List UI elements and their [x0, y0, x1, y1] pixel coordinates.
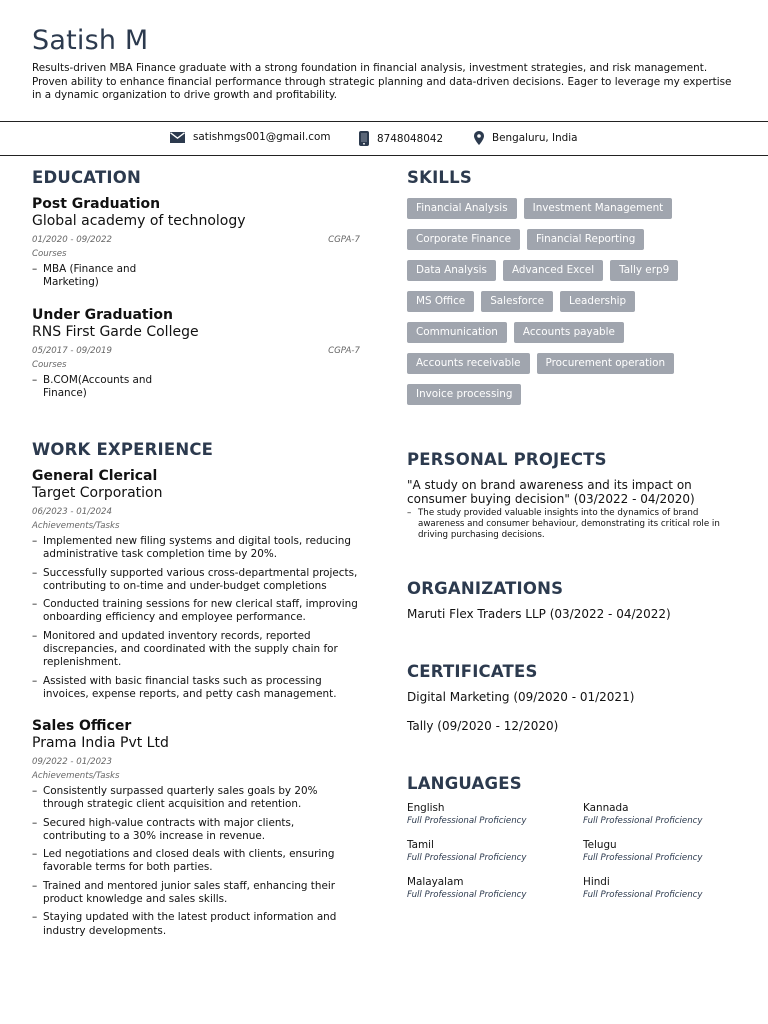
- skill-tag: Communication: [407, 322, 507, 343]
- job-meta: [32, 506, 360, 518]
- map-pin-icon: [474, 131, 484, 145]
- languages-grid: [407, 802, 737, 901]
- course-item: – B.COM(Accounts and Finance): [32, 374, 162, 401]
- personal-projects-heading: PERSONAL PROJECTS: [407, 450, 607, 469]
- skill-tag: Tally erp9: [610, 260, 678, 281]
- skill-tag: Invoice processing: [407, 384, 521, 405]
- language-level: Full Professional Proficiency: [583, 853, 703, 863]
- tasks-label: Achievements/Tasks: [32, 521, 120, 531]
- organizations-heading: ORGANIZATIONS: [407, 579, 564, 598]
- language-item: [583, 839, 733, 864]
- skills-heading: SKILLS: [407, 168, 472, 187]
- project-title: "A study on brand awareness and its impact on consumer buying decision" (03/2022 - 04/2020): [407, 478, 695, 506]
- language-name: Malayalam: [407, 876, 464, 888]
- language-item: [583, 802, 733, 827]
- task-item: – Staying updated with the latest product information and industry developments.: [32, 911, 360, 938]
- language-level: Full Professional Proficiency: [583, 816, 703, 826]
- task-item: – Monitored and updated inventory records, reported discrepancies, and coordinated with the supply chain for replenishment.: [32, 630, 360, 670]
- skill-tag: Accounts payable: [514, 322, 624, 343]
- courses-list: [32, 374, 162, 401]
- languages-section: [407, 802, 737, 901]
- task-item: – Conducted training sessions for new clerical staff, improving onboarding efficiency and employee performance.: [32, 598, 360, 625]
- language-name: Telugu: [583, 839, 617, 851]
- profile-summary: Results-driven MBA Finance graduate with a strong foundation in financial analysis, investment strategies, and risk management. Proven ability to enhance financial performance through strategic planning and data-driven decisions. Eager to leverage my expertise in a dynamic organization to drive growth and profitability.: [32, 62, 732, 101]
- task-item: – Implemented new filing systems and digital tools, reducing administrative task completion time by 20%.: [32, 535, 360, 562]
- education-meta: [32, 345, 360, 357]
- language-level: Full Professional Proficiency: [407, 890, 527, 900]
- language-item: [583, 876, 733, 901]
- language-level: Full Professional Proficiency: [407, 853, 527, 863]
- skills-tags: [407, 198, 737, 405]
- contact-email[interactable]: [170, 131, 330, 143]
- skill-tag: Financial Analysis: [407, 198, 517, 219]
- language-name: Hindi: [583, 876, 610, 888]
- language-level: Full Professional Proficiency: [583, 890, 703, 900]
- project-entry: [407, 478, 733, 541]
- skill-tag: Data Analysis: [407, 260, 496, 281]
- certificate-item: Digital Marketing (09/2020 - 01/2021): [407, 690, 635, 704]
- tasks-list: [32, 535, 360, 701]
- language-name: Kannada: [583, 802, 629, 814]
- skill-tag: Leadership: [560, 291, 635, 312]
- school-name: RNS First Garde College: [32, 324, 199, 340]
- education-dates: 01/2020 - 09/2022: [32, 235, 112, 245]
- skill-tag: Investment Management: [524, 198, 673, 219]
- certificates-heading: CERTIFICATES: [407, 662, 538, 681]
- courses-list: [32, 263, 162, 290]
- job-entry: [32, 718, 360, 943]
- degree-title: Under Graduation: [32, 307, 173, 323]
- job-dates: 09/2022 - 01/2023: [32, 757, 112, 767]
- contact-bar: [0, 121, 768, 156]
- skills-section: [407, 198, 737, 405]
- envelope-icon: [170, 132, 185, 143]
- language-item: [407, 876, 583, 901]
- contact-phone[interactable]: [359, 131, 443, 146]
- language-name: Tamil: [407, 839, 434, 851]
- education-heading: EDUCATION: [32, 168, 141, 187]
- skill-tag: Procurement operation: [537, 353, 675, 374]
- tasks-label: Achievements/Tasks: [32, 771, 120, 781]
- degree-title: Post Graduation: [32, 196, 161, 212]
- skill-tag: Salesforce: [481, 291, 553, 312]
- education-dates: 05/2017 - 09/2019: [32, 346, 112, 356]
- language-item: [407, 802, 583, 827]
- languages-heading: LANGUAGES: [407, 774, 522, 793]
- skill-tag: Advanced Excel: [503, 260, 603, 281]
- courses-label: Courses: [32, 360, 67, 370]
- language-name: English: [407, 802, 445, 814]
- education-grade: CGPA-7: [328, 346, 360, 356]
- project-details: [407, 508, 733, 541]
- resume-header: [32, 24, 742, 103]
- task-item: – Successfully supported various cross-departmental projects, contributing to on-time and under-budget completions: [32, 567, 360, 594]
- education-meta: [32, 234, 360, 246]
- certificates-list: [407, 690, 737, 734]
- email-text: satishmgs001@gmail.com: [193, 131, 331, 143]
- task-item: – Secured high-value contracts with major clients, contributing to a 30% increase in revenue.: [32, 817, 360, 844]
- certificate-item: Tally (09/2020 - 12/2020): [407, 719, 559, 733]
- organization-item: Maruti Flex Traders LLP (03/2022 - 04/2022): [407, 607, 671, 621]
- courses-label: Courses: [32, 249, 67, 259]
- school-name: Global academy of technology: [32, 213, 246, 229]
- education-grade: CGPA-7: [328, 235, 360, 245]
- education-entry: [32, 196, 360, 295]
- job-dates: 06/2023 - 01/2024: [32, 507, 112, 517]
- candidate-name: Satish M: [32, 25, 149, 56]
- job-role: Sales Officer: [32, 718, 132, 734]
- location-text: Bengaluru, India: [492, 132, 578, 144]
- task-item: – Consistently surpassed quarterly sales goals by 20% through strategic client acquisition and retention.: [32, 785, 360, 812]
- skill-tag: Corporate Finance: [407, 229, 520, 250]
- job-company: Prama India Pvt Ltd: [32, 735, 169, 751]
- task-item: – Led negotiations and closed deals with clients, ensuring favorable terms for both parties.: [32, 848, 360, 875]
- job-meta: [32, 756, 360, 768]
- work-experience-heading: WORK EXPERIENCE: [32, 440, 214, 459]
- task-item: – Assisted with basic financial tasks such as processing invoices, expense reports, and petty cash management.: [32, 675, 360, 702]
- skill-tag: Accounts receivable: [407, 353, 530, 374]
- language-item: [407, 839, 583, 864]
- language-level: Full Professional Proficiency: [407, 816, 527, 826]
- skill-tag: MS Office: [407, 291, 474, 312]
- job-entry: [32, 468, 360, 706]
- job-company: Target Corporation: [32, 485, 163, 501]
- phone-icon: [359, 131, 369, 146]
- course-item: – MBA (Finance and Marketing): [32, 263, 162, 290]
- contact-location: [474, 131, 578, 145]
- task-item: – Trained and mentored junior sales staff, enhancing their product knowledge and sales skills.: [32, 880, 360, 907]
- job-role: General Clerical: [32, 468, 158, 484]
- education-entry: [32, 307, 360, 406]
- skill-tag: Financial Reporting: [527, 229, 644, 250]
- tasks-list: [32, 785, 360, 938]
- project-detail-item: – The study provided valuable insights into the dynamics of brand awareness and consumer behaviour, demonstrating its critical role in driving purchasing decisions.: [407, 508, 733, 541]
- phone-text: 8748048042: [377, 132, 444, 145]
- organizations-list: [407, 607, 737, 622]
